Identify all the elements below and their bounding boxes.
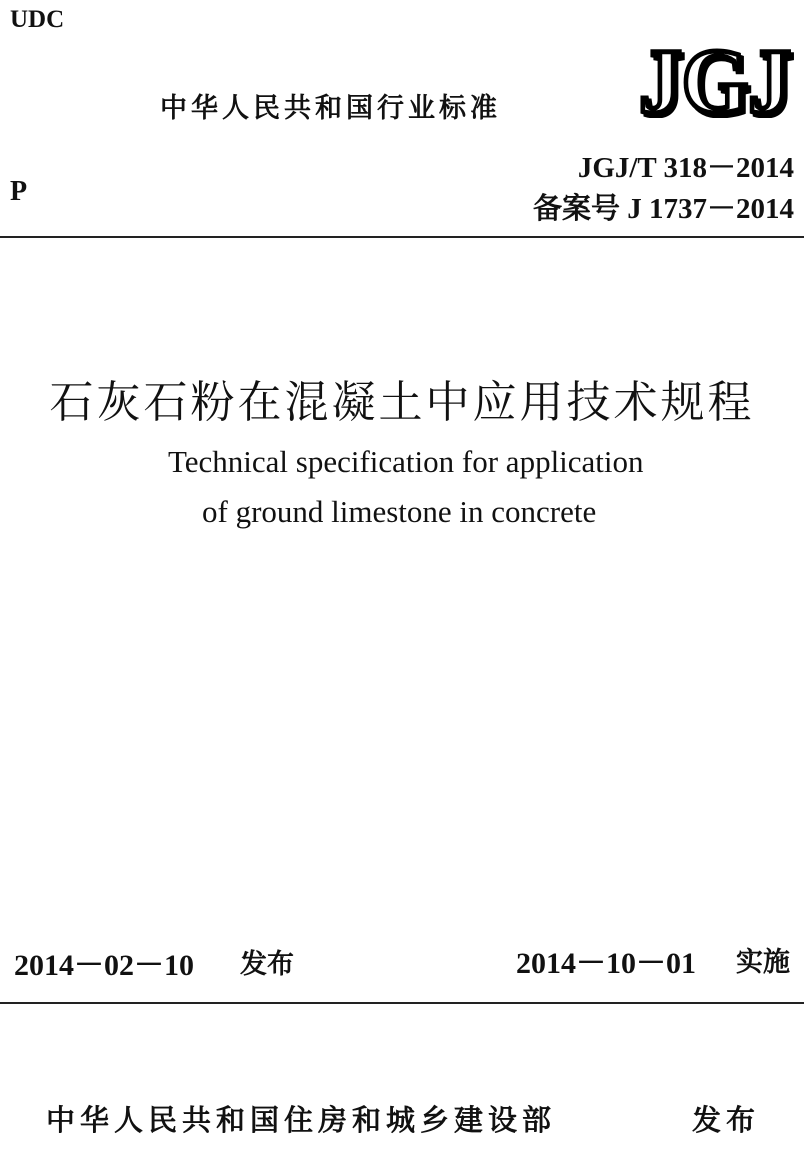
title-english-line1: Technical specification for application [168, 444, 644, 479]
footer-divider [0, 1002, 804, 1004]
udc-label: UDC [10, 6, 65, 33]
publish-date: 2014－02－10 [14, 949, 194, 982]
issuer-line: 中华人民共和国行业标准 [160, 93, 501, 124]
title-chinese: 石灰石粉在混凝土中应用技术规程 [49, 377, 755, 428]
publish-label: 发布 [240, 949, 294, 980]
effective-date: 2014－10－01 [516, 947, 696, 980]
publisher-publish-label: 发布 [692, 1103, 761, 1137]
header-divider [0, 236, 804, 238]
publisher-name: 中华人民共和国住房和城乡建设部 [46, 1103, 557, 1137]
standard-number: JGJ/T 318－2014 [577, 152, 794, 184]
category-label: P [10, 176, 28, 207]
jgj-logo [636, 38, 798, 118]
record-number: 备案号 J 1737－2014 [532, 193, 794, 225]
logo-text: JGJ [639, 38, 791, 118]
title-english-line2: of ground limestone in concrete [202, 494, 597, 529]
effective-label: 实施 [736, 947, 790, 978]
